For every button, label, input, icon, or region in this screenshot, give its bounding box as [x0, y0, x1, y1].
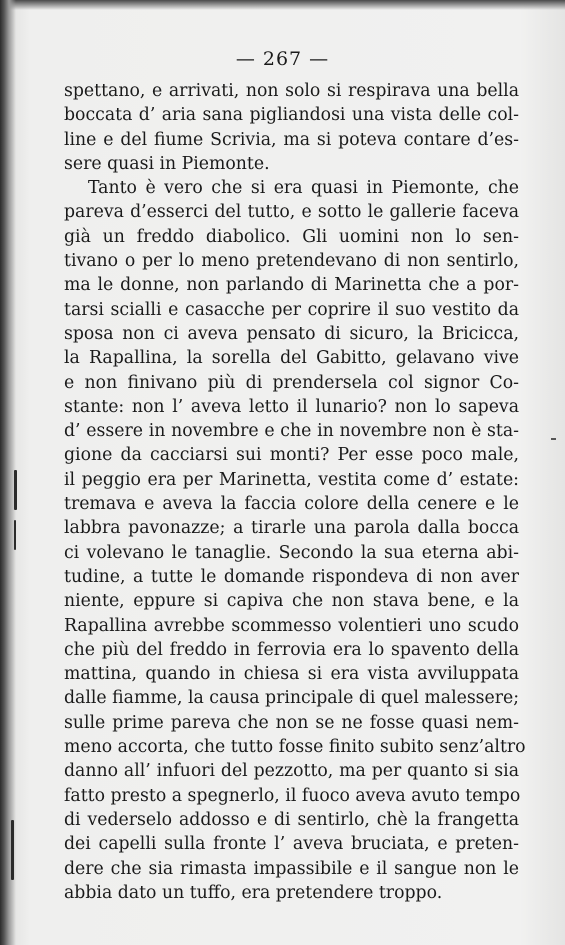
text-line: che più del freddo in ferrovia era lo spavento della	[64, 639, 519, 660]
body-text	[64, 79, 526, 905]
text-line: boccata d’ aria sana pigliandosi una vista delle col-	[64, 105, 519, 126]
text-line: dere che sia rimasta impassibile e il sangue non le	[64, 858, 519, 879]
text-line: d’ essere in novembre e che in novembre non è sta-	[64, 421, 519, 442]
text-line: tarsi scialli e casacche per coprire il suo vestito da	[64, 299, 519, 320]
text-line: danno all’ infuori del pezzotto, ma per quanto si sia	[64, 761, 519, 782]
text-line: gione da cacciarsi sui monti? Per esse poco male,	[64, 445, 519, 466]
text-line: e non finivano più di prendersela col signor Co-	[64, 372, 519, 393]
text-line: dei capelli sulla fronte l’ aveva bruciata, e preten-	[64, 834, 519, 855]
text-line: tivano o per lo meno pretendevano di non sentirlo,	[64, 251, 519, 272]
text-line: pareva d’esserci del tutto, e sotto le gallerie faceva	[64, 202, 519, 223]
text-line: già un freddo diabolico. Gli uomini non lo sen-	[64, 226, 519, 247]
margin-dash-mark	[551, 438, 556, 440]
text-line: sulle prime pareva che non se ne fosse quasi nem-	[64, 712, 519, 733]
text-line: Rapallina avrebbe scommesso volentieri uno scudo	[64, 615, 519, 636]
text-line: la Rapallina, la sorella del Gabitto, gelavano vive	[64, 348, 519, 369]
text-line: tudine, a tutte le domande rispondeva di non aver	[64, 566, 519, 587]
text-line: dalle fiamme, la causa principale di quel malessere;	[64, 688, 520, 709]
text-line: ci volevano le tanaglie. Secondo la sua eterna abi-	[64, 542, 519, 563]
text-line: di vederselo addosso e di sentirlo, chè la frangetta	[64, 809, 519, 830]
text-line: fatto presto a spegnerlo, il fuoco aveva avuto tempo	[64, 785, 521, 806]
scan-edge-mark	[14, 520, 16, 550]
text-line: ma le donne, non parlando di Marinetta che a por-	[64, 275, 519, 296]
text-line: spettano, e arrivati, non solo si respirava una bella	[64, 81, 519, 101]
text-line: abbia dato un tuffo, era pretendere troppo.	[64, 882, 443, 903]
text-line: labbra pavonazze; a tirarle una parola dalla bocca	[64, 518, 519, 539]
text-line: Tanto è vero che si era quasi in Piemonte, che	[88, 178, 519, 199]
text-line: tremava e aveva la faccia colore della cenere e le	[64, 494, 519, 515]
text-line: meno accorta, che tutto fosse finito subito senz’altro	[64, 737, 526, 758]
text-line: sere quasi in Piemonte.	[64, 153, 270, 174]
text-line: niente, eppure si capiva che non stava bene, e la	[64, 591, 519, 612]
page-top-shadow	[0, 0, 565, 10]
text-line: sposa non ci aveva pensato di sicuro, la Bricicca,	[64, 323, 519, 344]
scan-edge-mark	[14, 470, 17, 510]
text-line: line e del fiume Scrivia, ma si poteva contare d’es-	[64, 129, 519, 150]
text-line: il peggio era per Marinetta, vestita come d’ estate:	[64, 469, 519, 490]
text-line: stante: non l’ aveva letto il lunario? non lo sapeva	[64, 396, 519, 417]
page-number: — 267 —	[235, 48, 330, 70]
text-line: mattina, quando in chiesa si era vista avviluppata	[64, 664, 519, 685]
scan-edge-mark	[11, 820, 14, 880]
